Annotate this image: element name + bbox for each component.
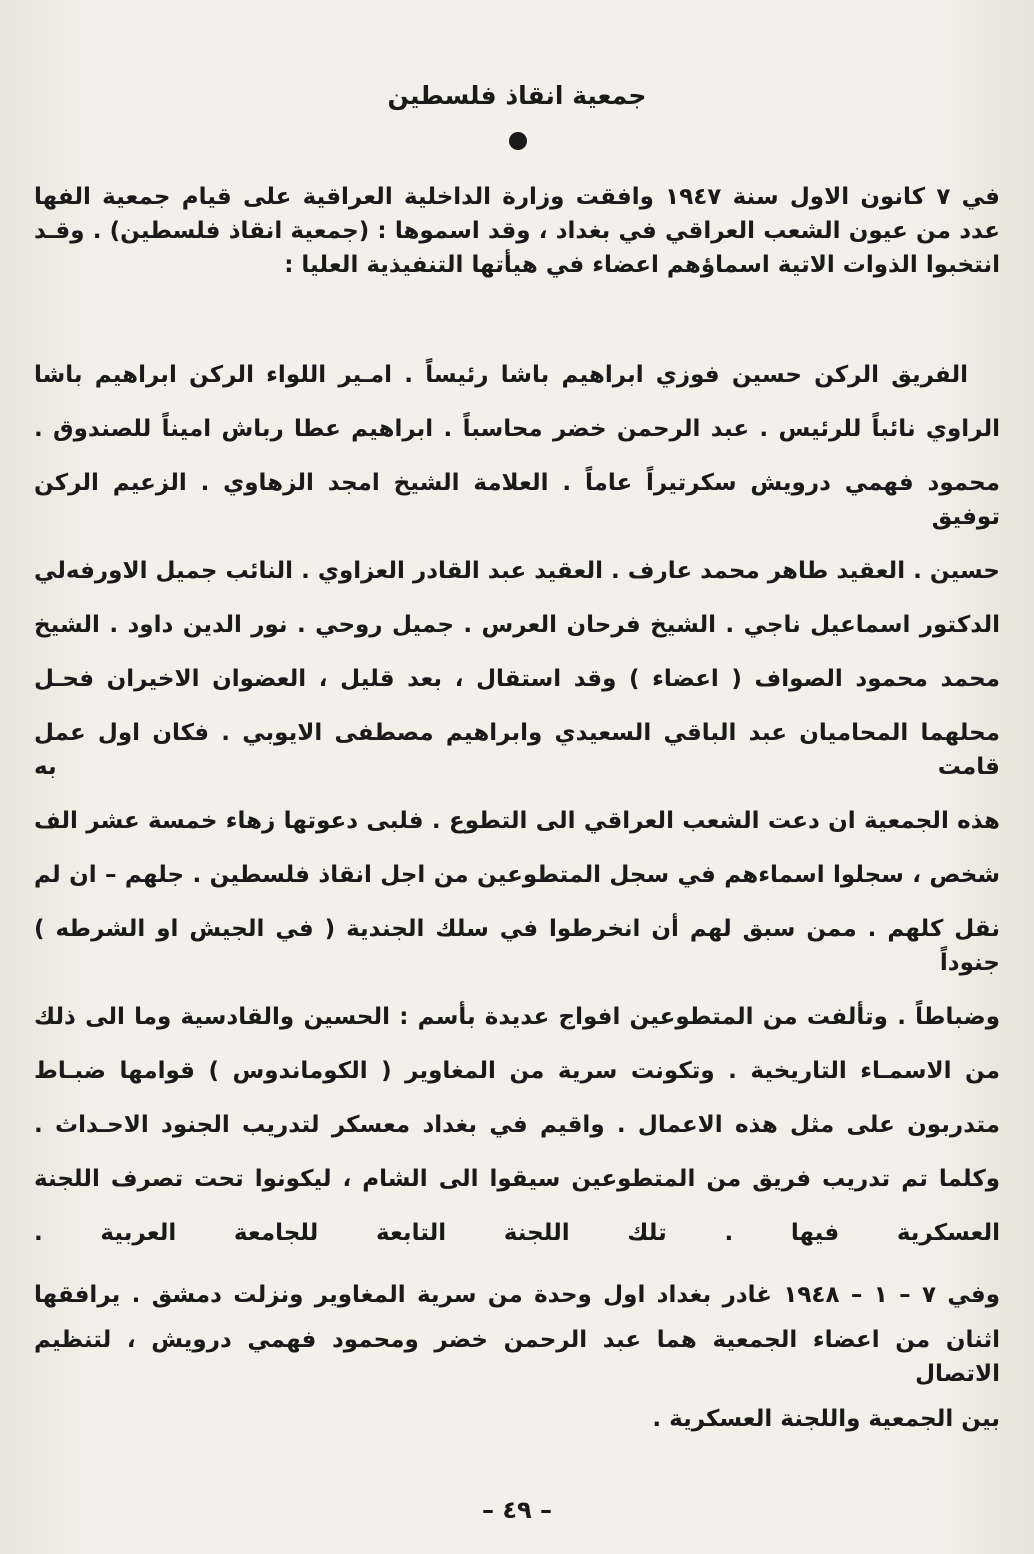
paragraph-members bbox=[34, 358, 1000, 1250]
text-line: محمد محمود الصواف ( اعضاء ) وقد استقال ، بعد قليل ، العضوان الاخيران فحـل bbox=[34, 666, 1000, 692]
text-line: من الاسمـاء التاريخية . وتكونت سرية من المغاوير ( الكوماندوس ) قوامها ضبـاط bbox=[34, 1058, 1000, 1084]
text-line: محمود فهمي درويش سكرتيراً عاماً . العلامة الشيخ امجد الزهاوي . الزعيم الركن توفيق bbox=[34, 470, 1000, 530]
text-line: محلهما المحاميان عبد الباقي السعيدي وابراهيم مصطفى الايوبي . فكان اول عمل قامت به bbox=[34, 720, 1000, 780]
page-number: – ٤٩ – bbox=[481, 1496, 552, 1524]
bullet-dot bbox=[509, 132, 527, 150]
text-line: وكلما تم تدريب فريق من المتطوعين سيقوا الى الشام ، ليكونوا تحت تصرف اللجنة bbox=[34, 1166, 1000, 1192]
bullet-row bbox=[34, 116, 1000, 164]
text-line: العسكرية فيها . تلك اللجنة التابعة للجامعة العربية . bbox=[34, 1220, 1000, 1246]
text-line: في ٧ كانون الاول سنة ١٩٤٧ وافقت وزارة الداخلية العراقية على قيام جمعية الفها bbox=[34, 184, 1000, 210]
paragraph-departure bbox=[34, 1278, 1000, 1436]
text-line: الدكتور اسماعيل ناجي . الشيخ فرحان العرس . جميل روحي . نور الدين داود . الشيخ bbox=[34, 612, 1000, 638]
text-line: عدد من عيون الشعب العراقي في بغداد ، وقد اسموها : (جمعية انقاذ فلسطين) . وقـد bbox=[34, 218, 1000, 244]
text-line: بين الجمعية واللجنة العسكرية . bbox=[652, 1406, 1000, 1432]
text-line: وضباطاً . وتألفت من المتطوعين افواج عديدة بأسم : الحسين والقادسية وما الى ذلك bbox=[34, 1004, 1000, 1030]
text-line: متدربون على مثل هذه الاعمال . واقيم في بغداد معسكر لتدريب الجنود الاحـداث . bbox=[34, 1112, 1000, 1138]
text-line: الفريق الركن حسين فوزي ابراهيم باشا رئيساً . امـير اللواء الركن ابراهيم باشا bbox=[34, 362, 968, 388]
text-line: نقل كلهم . ممن سبق لهم أن انخرطوا في سلك الجندية ( في الجيش او الشرطه ) جنوداً bbox=[34, 916, 1000, 976]
text-line: اثنان من اعضاء الجمعية هما عبد الرحمن خضر ومحمود فهمي درويش ، لتنظيم الاتصال bbox=[34, 1327, 1000, 1387]
paragraph-intro bbox=[34, 180, 1000, 282]
text-line: الراوي نائباً للرئيس . عبد الرحمن خضر محاسباً . ابراهيم عطا رباش اميناً للصندوق . bbox=[34, 416, 1000, 442]
text-line: حسين . العقيد طاهر محمد عارف . العقيد عبد القادر العزاوي . النائب جميل الاورفه‌لي bbox=[34, 558, 1000, 584]
page-title: جمعية انقاذ فلسطين bbox=[387, 81, 647, 110]
text-line: انتخبوا الذوات الاتية اسماؤهم اعضاء في هيأتها التنفيذية العليا : bbox=[284, 252, 1000, 278]
text-line: وفي ٧ – ١ – ١٩٤٨ غادر بغداد اول وحدة من سرية المغاوير ونزلت دمشق . يرافقها bbox=[34, 1282, 1000, 1308]
text-line: شخص ، سجلوا اسماءهم في سجل المتطوعين من اجل انقاذ فلسطين . جلهم – ان لم bbox=[34, 862, 1000, 888]
text-line: هذه الجمعية ان دعت الشعب العراقي الى التطوع . فلبى دعوتها زهاء خمسة عشر الف bbox=[34, 808, 1000, 834]
